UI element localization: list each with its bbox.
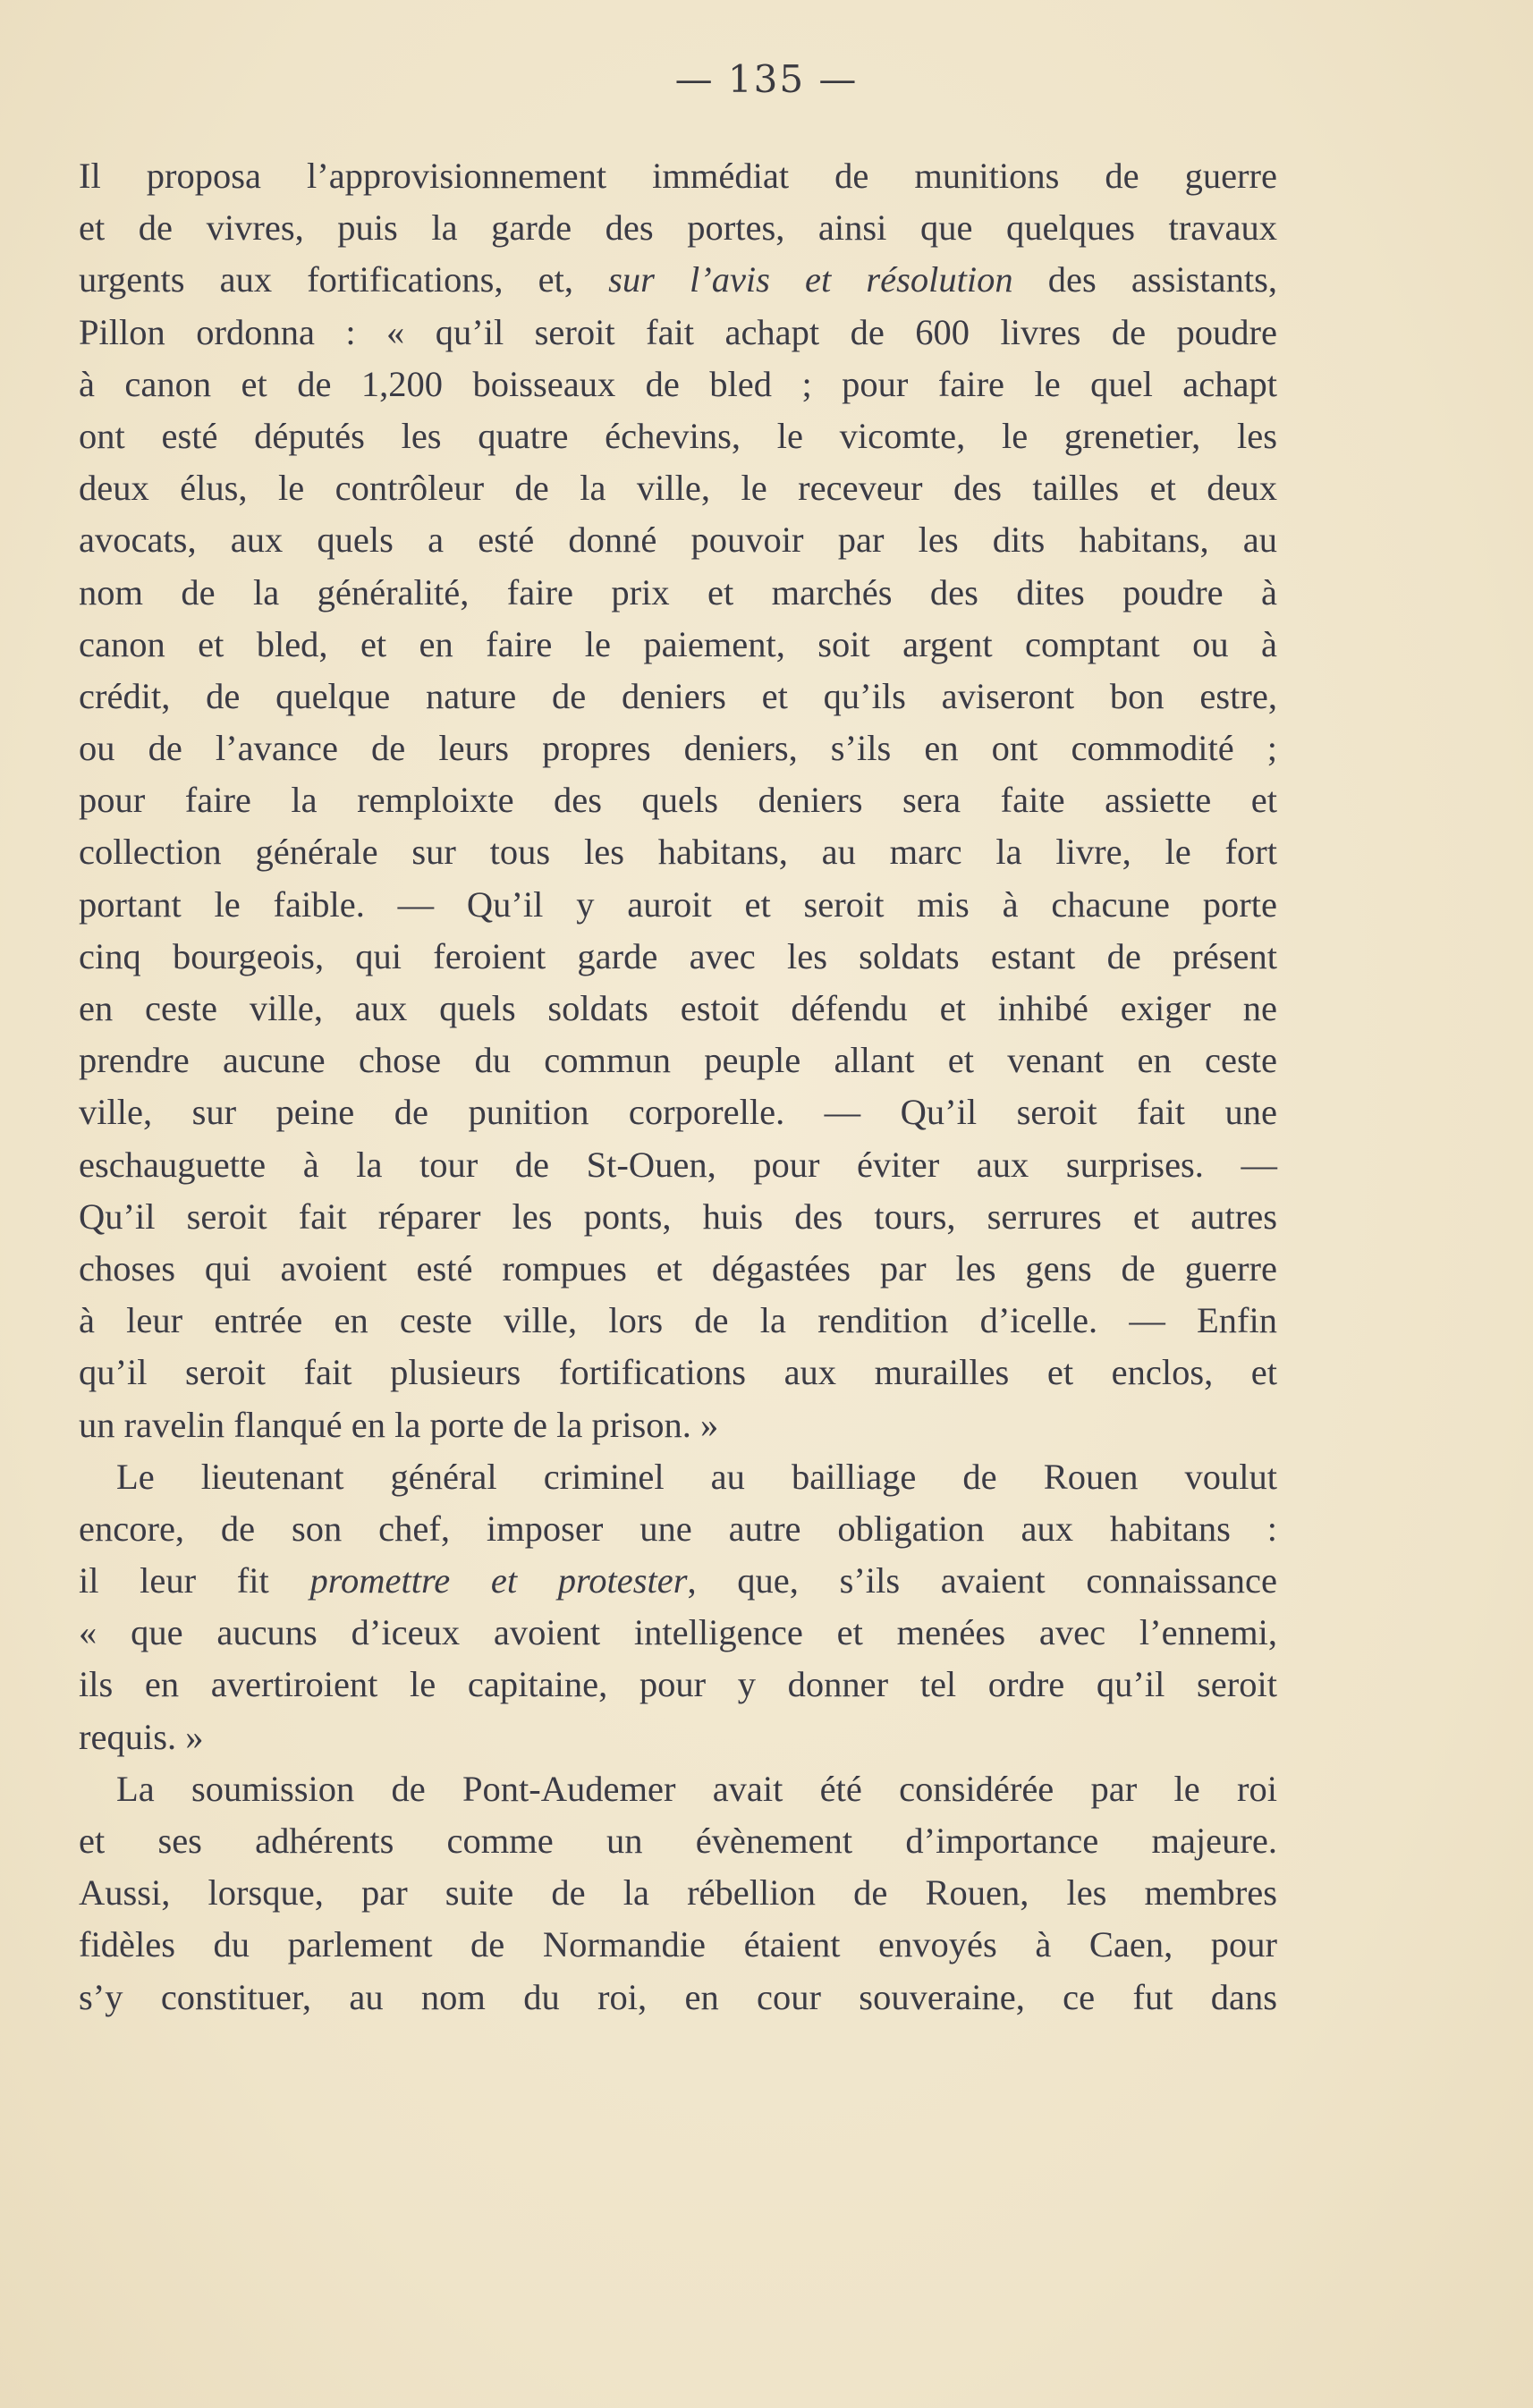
text-line [79, 826, 1277, 878]
text-line [79, 671, 1277, 722]
text-segment: La soumission de Pont-Audemer avait été considérée par le roi [116, 1768, 1277, 1809]
text-segment: ville, sur peine de punition corporelle. — Qu’il seroit fait une [79, 1092, 1277, 1133]
text-segment: cinq bourgeois, qui feroient garde avec les soldats estant de présent [79, 935, 1277, 976]
text-line [79, 1399, 1277, 1451]
text-segment: pour faire la remploixte des quels deniers sera faite assiette et [79, 780, 1277, 821]
text-segment: Pillon ordonna : « qu’il seroit fait achapt de 600 livres de poudre [79, 311, 1277, 352]
text-line [79, 1919, 1277, 1971]
text-line [79, 1086, 1277, 1138]
text-segment: qu’il seroit fait plusieurs fortifications aux murailles et enclos, et [79, 1352, 1277, 1393]
text-segment: Il proposa l’approvisionnement immédiat de munitions de guerre [79, 156, 1277, 196]
text-segment: , que, s’ils avaient connaissance [687, 1560, 1277, 1601]
text-line [79, 410, 1277, 462]
text-line [79, 1243, 1277, 1295]
text-line [79, 1191, 1277, 1243]
text-line [79, 722, 1277, 774]
text-line [79, 1972, 1277, 2024]
text-line [79, 307, 1277, 359]
text-line [79, 567, 1277, 619]
italic-phrase: sur l’avis et résolution [608, 259, 1013, 300]
text-segment: il leur fit [79, 1560, 310, 1601]
text-segment: à leur entrée en ceste ville, lors de la rendition d’icelle. — Enfin [79, 1300, 1277, 1341]
text-segment: « que aucuns d’iceux avoient intelligence et menées avec l’ennemi, [79, 1612, 1277, 1653]
text-segment: en ceste ville, aux quels soldats estoit défendu et inhibé exiger ne [79, 988, 1277, 1028]
text-segment: deux élus, le contrôleur de la ville, le receveur des tailles et deux [79, 468, 1277, 509]
text-segment: Aussi, lorsque, par suite de la rébellion de Rouen, les membres [79, 1872, 1277, 1914]
text-line [79, 514, 1277, 566]
text-segment: eschauguette à la tour de St-Ouen, pour éviter aux surprises. — [79, 1144, 1277, 1185]
text-segment: ou de l’avance de leurs propres deniers, s’ils en ont commodité ; [79, 728, 1277, 769]
text-line [79, 150, 1277, 202]
text-segment: requis. » [79, 1716, 204, 1757]
text-line [79, 254, 1277, 306]
text-segment: portant le faible. — Qu’il y auroit et seroit mis à chacune porte [79, 883, 1277, 925]
text-segment: prendre aucune chose du commun peuple allant et venant en ceste [79, 1040, 1277, 1081]
text-line [79, 1607, 1277, 1659]
text-line [79, 1815, 1277, 1867]
text-segment: et de vivres, puis la garde des portes, ainsi que quelques travaux [79, 207, 1277, 249]
text-segment: encore, de son chef, imposer une autre obligation aux habitans : [79, 1508, 1277, 1549]
text-line [79, 983, 1277, 1035]
text-segment: s’y constituer, au nom du roi, en cour souveraine, ce fut dans [79, 1976, 1277, 2017]
text-line [79, 1659, 1277, 1711]
text-line [79, 359, 1277, 410]
text-segment: choses qui avoient esté rompues et dégastées par les gens de guerre [79, 1247, 1277, 1288]
text-line [79, 879, 1277, 931]
text-segment: crédit, de quelque nature de deniers et qu’ils aviseront bon estre, [79, 675, 1277, 716]
text-segment: à canon et de 1,200 boisseaux de bled ; pour faire le quel achapt [79, 363, 1277, 404]
text-line [79, 1451, 1277, 1503]
text-line [79, 1867, 1277, 1919]
text-segment: des assistants, [1012, 259, 1277, 300]
text-line [79, 1295, 1277, 1347]
text-line [79, 931, 1277, 983]
text-segment: urgents aux fortifications, et, [79, 259, 609, 300]
text-line [79, 619, 1277, 671]
text-segment: fidèles du parlement de Normandie étaient envoyés à Caen, pour [79, 1924, 1277, 1965]
text-line [79, 1347, 1277, 1398]
text-segment: avocats, aux quels a esté donné pouvoir par les dits habitans, au [79, 520, 1277, 561]
text-segment: et ses adhérents comme un évènement d’importance majeure. [79, 1821, 1277, 1861]
italic-phrase: promettre et protester [309, 1560, 688, 1601]
text-segment: ils en avertiroient le capitaine, pour y donner tel ordre qu’il seroit [79, 1664, 1277, 1705]
text-segment: ont esté députés les quatre échevins, le vicomte, le grenetier, les [79, 415, 1277, 456]
body-text [79, 150, 1277, 2024]
text-line [79, 1035, 1277, 1086]
text-line [79, 1763, 1277, 1815]
text-line [79, 1555, 1277, 1607]
text-line [79, 462, 1277, 514]
text-segment: canon et bled, et en faire le paiement, soit argent comptant ou à [79, 623, 1277, 664]
text-segment: Le lieutenant général criminel au bailliage de Rouen voulut [116, 1456, 1277, 1497]
text-segment: Qu’il seroit fait réparer les ponts, huis des tours, serrures et autres [79, 1196, 1277, 1237]
text-line [79, 1503, 1277, 1555]
text-line [79, 202, 1277, 254]
text-segment: collection générale sur tous les habitans, au marc la livre, le fort [79, 832, 1277, 873]
page-number: — 135 — [674, 57, 859, 101]
text-line [79, 774, 1277, 826]
text-segment: nom de la généralité, faire prix et marchés des dites poudre à [79, 571, 1277, 613]
text-line [79, 1139, 1277, 1191]
text-segment: un ravelin flanqué en la porte de la prison. » [79, 1404, 719, 1445]
text-line [79, 1711, 1277, 1763]
